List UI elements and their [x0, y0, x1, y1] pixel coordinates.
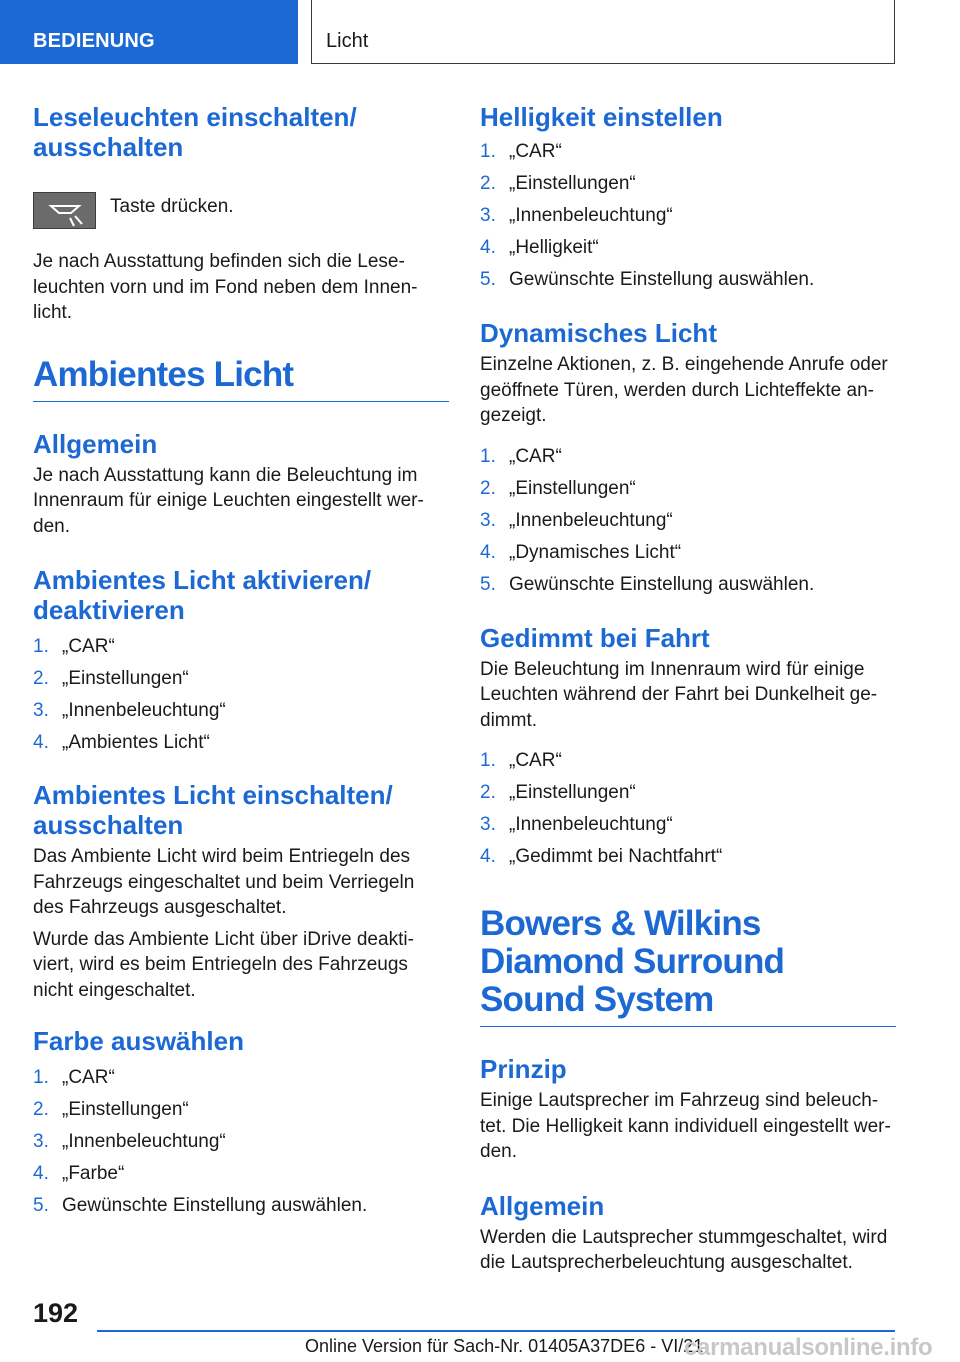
- heading-dimmed: Gedimmt bei Fahrt: [480, 622, 710, 653]
- chapter-title: Licht: [311, 0, 895, 64]
- list-item: 3. „Innenbeleuchtung“: [480, 814, 673, 835]
- steps-dimmed: [480, 745, 896, 873]
- list-item: 3. „Innenbeleuchtung“: [480, 509, 673, 531]
- heading-ambient-switch: Ambientes Licht einschalten/ ausschalten: [33, 780, 393, 840]
- general-2-text: Werden die Lautsprecher stummgeschaltet, wird die Lautsprecherbeleuchtung ausgeschaltet.: [480, 1226, 888, 1273]
- list-item: 2. „Einstellungen“: [480, 173, 636, 194]
- reading-light-icon: [33, 192, 96, 229]
- steps-activate: [33, 631, 449, 759]
- heading-general-2: Allgemein: [480, 1190, 605, 1221]
- list-item: 4. „Farbe“: [33, 1163, 125, 1184]
- list-item: 5. Gewünschte Einstellung auswählen.: [33, 1195, 368, 1216]
- footer-divider: [97, 1330, 895, 1332]
- heading-dynamic: Dynamisches Licht: [480, 318, 717, 348]
- list-item: 4. „Dynamisches Licht“: [480, 541, 682, 563]
- steps-color: [33, 1062, 449, 1222]
- list-item: 4. „Ambientes Licht“: [33, 732, 210, 753]
- principle-text: Einige Lautsprecher im Fahrzeug sind beleuch-tet. Die Helligkeit kann individuell eingestellt wer-den.: [480, 1090, 891, 1162]
- list-item: 1. „CAR“: [480, 445, 562, 467]
- switch-text-2: Wurde das Ambiente Licht über iDrive deakti-viert, wird es beim Entriegeln des Fahrzeugs nicht eingeschaltet.: [33, 928, 414, 1001]
- dimmed-text: Die Beleuchtung im Innenraum wird für einige Leuchten während der Fahrt bei Dunkelheit ge-dimmt.: [480, 658, 878, 731]
- list-item: 3. „Innenbeleuchtung“: [480, 205, 673, 226]
- list-item: 1. „CAR“: [33, 1067, 115, 1088]
- list-item: 3. „Innenbeleuchtung“: [33, 700, 226, 721]
- page-number: 192: [33, 1298, 79, 1328]
- list-item: 3. „Innenbeleuchtung“: [33, 1131, 226, 1152]
- list-item: 2. „Einstellungen“: [480, 477, 636, 499]
- list-item: 5. Gewünschte Einstellung auswählen.: [480, 573, 815, 595]
- switch-text-1: Das Ambiente Licht wird beim Entriegeln des Fahrzeugs eingeschaltet und beim Verriegeln des Fahrzeugs ausgeschaltet.: [33, 846, 415, 918]
- dynamic-text: Einzelne Aktionen, z. B. eingehende Anrufe oder geöffnete Türen, werden durch Lichteffekte an-gezeigt.: [480, 354, 888, 426]
- list-item: 2. „Einstellungen“: [480, 782, 636, 803]
- list-item: 4. „Helligkeit“: [480, 237, 599, 258]
- list-item: 4. „Gedimmt bei Nachtfahrt“: [480, 846, 723, 867]
- page-header: [0, 0, 960, 66]
- heading-brightness: Helligkeit einstellen: [480, 102, 723, 132]
- key-instruction: [33, 192, 449, 229]
- list-item: 5. Gewünschte Einstellung auswählen.: [480, 269, 815, 290]
- list-item: 1. „CAR“: [480, 750, 562, 771]
- heading-ambient-activate: Ambientes Licht aktivieren/ deaktivieren: [33, 565, 372, 625]
- list-item: 2. „Einstellungen“: [33, 1099, 189, 1120]
- footer-version: Online Version für Sach-Nr. 01405A37DE6 - VI/21: [305, 1336, 704, 1356]
- heading-reading-lights: Leseleuchten einschalten/ ausschalten: [33, 102, 357, 162]
- list-item: 1. „CAR“: [480, 141, 562, 162]
- heading-color: Farbe auswählen: [33, 1026, 244, 1056]
- section-tab: BEDIENUNG: [0, 0, 298, 64]
- heading-bowers-wilkins: Bowers & Wilkins Diamond Surround Sound System: [480, 905, 896, 1027]
- key-text: Taste drücken.: [110, 196, 234, 217]
- right-column: [480, 102, 896, 1276]
- steps-brightness: [480, 136, 896, 296]
- general-text: Je nach Ausstattung kann die Beleuchtung im Innenraum für einige Leuchten eingestellt wer-den.: [33, 464, 424, 537]
- heading-principle: Prinzip: [480, 1054, 567, 1084]
- steps-dynamic: [480, 441, 896, 601]
- reading-text: Je nach Ausstattung befinden sich die Lese-leuchten vorn und im Fond neben dem Innen-licht.: [33, 251, 418, 323]
- heading-general: Allgemein: [33, 428, 158, 459]
- watermark: carmanualsonline.info: [684, 1334, 933, 1361]
- list-item: 1. „CAR“: [33, 636, 115, 657]
- heading-ambient-light: Ambientes Licht: [33, 356, 449, 402]
- list-item: 2. „Einstellungen“: [33, 668, 189, 689]
- left-column: [33, 102, 449, 1222]
